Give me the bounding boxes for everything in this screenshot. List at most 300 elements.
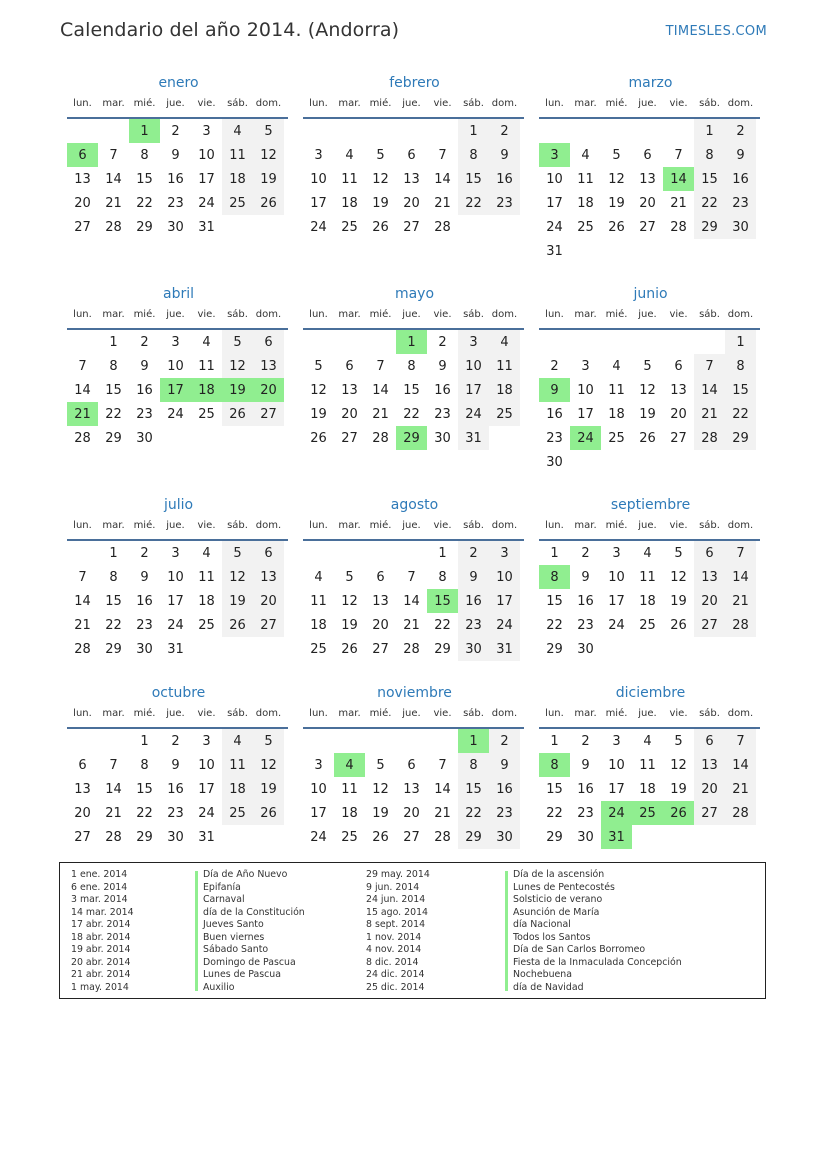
day-cell: 17 xyxy=(167,593,184,609)
day-cell: 4 xyxy=(202,545,211,561)
holiday-name: Asunción de María xyxy=(513,906,600,918)
day-cell: 6 xyxy=(674,358,683,374)
month-noviembre xyxy=(303,683,524,849)
holiday-day-cell: 21 xyxy=(67,402,98,426)
holiday-name: Todos los Santos xyxy=(513,931,591,943)
day-cell: 14 xyxy=(74,593,91,609)
weekday-label: mar. xyxy=(338,309,361,320)
day-cell: 12 xyxy=(639,382,656,398)
day-cell: 27 xyxy=(74,829,91,845)
day-cell: 12 xyxy=(670,757,687,773)
day-cell: 2 xyxy=(581,733,590,749)
holiday-date: 20 abr. 2014 xyxy=(71,956,131,968)
weekday-label: mar. xyxy=(102,520,125,531)
weekday-label: mié. xyxy=(133,98,156,109)
day-cell: 12 xyxy=(341,593,358,609)
day-cell: 21 xyxy=(694,402,725,426)
day-cell: 27 xyxy=(639,219,656,235)
day-cell: 8 xyxy=(407,358,416,374)
day-cell: 10 xyxy=(577,382,594,398)
weekday-label: mié. xyxy=(605,708,628,719)
day-cell: 11 xyxy=(222,753,253,777)
weekday-label: sáb. xyxy=(227,520,248,531)
month-abril xyxy=(67,284,288,450)
day-cell: 14 xyxy=(694,378,725,402)
weekday-label: sáb. xyxy=(463,708,484,719)
legend-bar-right xyxy=(505,871,508,991)
holiday-date: 14 mar. 2014 xyxy=(71,906,134,918)
weekday-label: mar. xyxy=(338,708,361,719)
weekday-label: lun. xyxy=(73,309,92,320)
holiday-name: Lunes de Pentecostés xyxy=(513,881,615,893)
weekday-label: mié. xyxy=(369,309,392,320)
weekday-label: dom. xyxy=(255,520,282,531)
holiday-day-cell: 1 xyxy=(396,330,427,354)
month-marzo xyxy=(539,73,760,263)
day-cell: 9 xyxy=(725,143,756,167)
day-cell: 15 xyxy=(458,777,489,801)
holiday-day-cell: 17 xyxy=(160,378,191,402)
day-cell: 11 xyxy=(198,358,215,374)
holiday-day-cell: 4 xyxy=(334,753,365,777)
day-cell: 7 xyxy=(376,358,385,374)
day-cell: 29 xyxy=(136,829,153,845)
day-cell: 30 xyxy=(577,829,594,845)
day-cell: 31 xyxy=(198,829,215,845)
holiday-date: 8 dic. 2014 xyxy=(366,956,419,968)
day-cell: 4 xyxy=(222,119,253,143)
day-grid xyxy=(67,729,288,849)
day-cell: 12 xyxy=(310,382,327,398)
day-cell: 26 xyxy=(253,191,284,215)
day-cell: 28 xyxy=(74,641,91,657)
day-cell: 5 xyxy=(253,119,284,143)
empty-cell xyxy=(334,541,365,565)
day-cell: 14 xyxy=(372,382,389,398)
day-cell: 12 xyxy=(253,753,284,777)
day-cell: 8 xyxy=(458,753,489,777)
day-cell: 21 xyxy=(105,805,122,821)
empty-cell xyxy=(396,119,427,143)
empty-cell xyxy=(663,330,694,354)
day-cell: 2 xyxy=(550,358,559,374)
day-cell: 26 xyxy=(222,613,253,637)
weekday-label: jue. xyxy=(166,520,185,531)
month-enero xyxy=(67,73,288,239)
day-cell: 23 xyxy=(489,191,520,215)
day-cell: 4 xyxy=(222,729,253,753)
month-julio xyxy=(67,495,288,661)
day-cell: 17 xyxy=(608,593,625,609)
day-cell: 31 xyxy=(198,219,215,235)
day-cell: 2 xyxy=(489,729,520,753)
day-cell: 10 xyxy=(608,757,625,773)
weekday-label: mié. xyxy=(133,708,156,719)
day-cell: 25 xyxy=(577,219,594,235)
weekday-header xyxy=(539,703,760,729)
weekday-label: mié. xyxy=(605,98,628,109)
day-cell: 28 xyxy=(725,801,756,825)
holiday-date: 1 ene. 2014 xyxy=(71,869,128,880)
day-cell: 6 xyxy=(78,757,87,773)
holiday-day-cell: 20 xyxy=(253,378,284,402)
weekday-header xyxy=(303,304,524,330)
day-cell: 15 xyxy=(403,382,420,398)
day-cell: 25 xyxy=(608,430,625,446)
day-cell: 22 xyxy=(546,617,563,633)
day-cell: 20 xyxy=(403,805,420,821)
day-cell: 5 xyxy=(674,733,683,749)
month-name: junio xyxy=(633,286,668,302)
day-cell: 24 xyxy=(489,613,520,637)
weekday-label: jue. xyxy=(402,520,421,531)
day-cell: 27 xyxy=(403,829,420,845)
holiday-date: 3 mar. 2014 xyxy=(71,894,128,905)
legend-names-right xyxy=(513,869,682,994)
holiday-name: Epifanía xyxy=(203,881,241,893)
day-cell: 28 xyxy=(434,219,451,235)
day-cell: 7 xyxy=(78,358,87,374)
weekday-label: mar. xyxy=(574,708,597,719)
day-cell: 13 xyxy=(403,781,420,797)
day-cell: 1 xyxy=(109,334,118,350)
weekday-label: dom. xyxy=(491,309,518,320)
day-cell: 2 xyxy=(140,545,149,561)
day-cell: 23 xyxy=(577,805,594,821)
day-cell: 9 xyxy=(438,358,447,374)
day-cell: 14 xyxy=(434,171,451,187)
day-cell: 4 xyxy=(643,733,652,749)
day-cell: 5 xyxy=(376,757,385,773)
day-cell: 30 xyxy=(546,454,563,470)
day-cell: 5 xyxy=(612,147,621,163)
day-cell: 26 xyxy=(310,430,327,446)
empty-cell xyxy=(303,729,334,753)
day-cell: 11 xyxy=(198,569,215,585)
month-diciembre xyxy=(539,683,760,849)
day-cell: 27 xyxy=(74,219,91,235)
day-cell: 22 xyxy=(136,805,153,821)
weekday-label: lun. xyxy=(309,309,328,320)
day-cell: 26 xyxy=(253,801,284,825)
empty-cell xyxy=(663,119,694,143)
day-cell: 1 xyxy=(438,545,447,561)
day-cell: 20 xyxy=(74,195,91,211)
holiday-date: 8 sept. 2014 xyxy=(366,919,426,930)
empty-cell xyxy=(396,541,427,565)
day-cell: 1 xyxy=(550,545,559,561)
weekday-label: dom. xyxy=(255,708,282,719)
weekday-label: sáb. xyxy=(463,98,484,109)
day-cell: 12 xyxy=(372,171,389,187)
day-cell: 14 xyxy=(725,565,756,589)
holiday-date: 24 dic. 2014 xyxy=(366,969,425,980)
day-cell: 25 xyxy=(198,406,215,422)
day-cell: 18 xyxy=(198,593,215,609)
day-cell: 25 xyxy=(639,617,656,633)
day-cell: 19 xyxy=(253,167,284,191)
day-cell: 14 xyxy=(725,753,756,777)
day-cell: 23 xyxy=(546,430,563,446)
day-cell: 16 xyxy=(577,781,594,797)
holiday-date: 6 ene. 2014 xyxy=(71,881,128,893)
holiday-name: Día de San Carlos Borromeo xyxy=(513,944,646,955)
day-cell: 22 xyxy=(434,617,451,633)
day-cell: 1 xyxy=(109,545,118,561)
day-cell: 13 xyxy=(372,593,389,609)
day-cell: 16 xyxy=(577,593,594,609)
day-cell: 14 xyxy=(74,382,91,398)
month-name: octubre xyxy=(151,685,206,701)
weekday-label: mié. xyxy=(605,309,628,320)
weekday-label: lun. xyxy=(309,98,328,109)
month-name: noviembre xyxy=(377,685,452,701)
day-cell: 10 xyxy=(608,569,625,585)
day-cell: 13 xyxy=(253,565,284,589)
day-cell: 9 xyxy=(171,757,180,773)
weekday-label: sáb. xyxy=(699,98,720,109)
day-cell: 26 xyxy=(372,219,389,235)
day-cell: 13 xyxy=(670,382,687,398)
day-cell: 16 xyxy=(489,167,520,191)
holiday-date: 1 nov. 2014 xyxy=(366,931,422,943)
day-cell: 7 xyxy=(438,757,447,773)
weekday-label: vie. xyxy=(669,520,688,531)
empty-cell xyxy=(334,729,365,753)
day-cell: 18 xyxy=(577,195,594,211)
day-cell: 18 xyxy=(310,617,327,633)
weekday-label: dom. xyxy=(727,520,754,531)
empty-cell xyxy=(365,119,396,143)
day-cell: 22 xyxy=(694,191,725,215)
empty-cell xyxy=(67,541,98,565)
day-cell: 25 xyxy=(222,191,253,215)
holiday-name: Solsticio de verano xyxy=(513,894,603,905)
weekday-label: jue. xyxy=(166,309,185,320)
day-cell: 7 xyxy=(109,757,118,773)
holiday-day-cell: 14 xyxy=(663,167,694,191)
weekday-label: mié. xyxy=(605,520,628,531)
month-mayo xyxy=(303,284,524,450)
month-febrero xyxy=(303,73,524,239)
day-cell: 4 xyxy=(581,147,590,163)
weekday-label: dom. xyxy=(727,309,754,320)
empty-cell xyxy=(632,119,663,143)
holiday-day-cell: 24 xyxy=(601,801,632,825)
day-cell: 29 xyxy=(694,215,725,239)
day-cell: 3 xyxy=(202,733,211,749)
day-cell: 4 xyxy=(202,334,211,350)
day-cell: 2 xyxy=(438,334,447,350)
day-cell: 17 xyxy=(310,195,327,211)
day-cell: 14 xyxy=(105,781,122,797)
day-cell: 1 xyxy=(458,119,489,143)
day-cell: 7 xyxy=(694,354,725,378)
day-cell: 10 xyxy=(198,757,215,773)
day-cell: 5 xyxy=(643,358,652,374)
day-cell: 16 xyxy=(489,777,520,801)
day-cell: 26 xyxy=(639,430,656,446)
empty-cell xyxy=(396,729,427,753)
day-cell: 6 xyxy=(694,541,725,565)
day-grid xyxy=(539,541,760,661)
holiday-date: 29 may. 2014 xyxy=(366,869,430,880)
holiday-name: día de Navidad xyxy=(513,981,584,993)
brand-link[interactable]: TIMESLES.COM xyxy=(665,24,767,39)
day-cell: 19 xyxy=(670,781,687,797)
day-cell: 15 xyxy=(725,378,756,402)
day-cell: 15 xyxy=(105,382,122,398)
day-cell: 30 xyxy=(458,637,489,661)
day-cell: 16 xyxy=(136,593,153,609)
day-cell: 28 xyxy=(670,219,687,235)
weekday-label: vie. xyxy=(197,520,216,531)
day-cell: 27 xyxy=(253,402,284,426)
day-cell: 21 xyxy=(670,195,687,211)
day-grid xyxy=(303,119,524,239)
day-grid xyxy=(539,330,760,474)
day-cell: 3 xyxy=(314,147,323,163)
day-cell: 29 xyxy=(434,641,451,657)
weekday-label: dom. xyxy=(727,708,754,719)
day-cell: 27 xyxy=(403,219,420,235)
day-cell: 18 xyxy=(341,195,358,211)
day-cell: 13 xyxy=(74,781,91,797)
day-cell: 8 xyxy=(694,143,725,167)
day-cell: 1 xyxy=(550,733,559,749)
weekday-header xyxy=(303,93,524,119)
day-cell: 23 xyxy=(167,805,184,821)
day-cell: 18 xyxy=(222,167,253,191)
day-cell: 25 xyxy=(489,402,520,426)
holiday-name: Lunes de Pascua xyxy=(203,969,281,980)
day-cell: 20 xyxy=(694,589,725,613)
month-septiembre xyxy=(539,495,760,661)
empty-cell xyxy=(67,729,98,753)
day-cell: 5 xyxy=(253,729,284,753)
month-name: septiembre xyxy=(610,497,691,513)
day-cell: 13 xyxy=(403,171,420,187)
day-cell: 27 xyxy=(694,801,725,825)
weekday-label: mié. xyxy=(369,520,392,531)
day-cell: 14 xyxy=(403,593,420,609)
day-cell: 25 xyxy=(310,641,327,657)
day-cell: 7 xyxy=(725,729,756,753)
weekday-header xyxy=(67,703,288,729)
weekday-label: mar. xyxy=(338,520,361,531)
holiday-name: Auxilio xyxy=(203,981,235,993)
holiday-name: Domingo de Pascua xyxy=(203,956,296,968)
day-cell: 10 xyxy=(167,358,184,374)
weekday-label: jue. xyxy=(638,98,657,109)
weekday-label: mar. xyxy=(102,309,125,320)
day-cell: 26 xyxy=(372,829,389,845)
month-name: agosto xyxy=(390,497,439,513)
day-cell: 10 xyxy=(458,354,489,378)
day-cell: 26 xyxy=(341,641,358,657)
day-cell: 30 xyxy=(434,430,451,446)
day-cell: 15 xyxy=(136,781,153,797)
empty-cell xyxy=(98,119,129,143)
weekday-label: dom. xyxy=(491,520,518,531)
holiday-day-cell: 29 xyxy=(396,426,427,450)
day-cell: 16 xyxy=(136,382,153,398)
day-cell: 20 xyxy=(694,777,725,801)
holiday-name: Buen viernes xyxy=(203,931,265,943)
day-cell: 7 xyxy=(674,147,683,163)
legend-dates-right xyxy=(366,869,430,994)
day-cell: 29 xyxy=(105,641,122,657)
day-cell: 11 xyxy=(639,569,656,585)
weekday-label: dom. xyxy=(255,309,282,320)
holiday-name: Fiesta de la Inmaculada Concepción xyxy=(513,956,682,968)
day-cell: 12 xyxy=(222,565,253,589)
weekday-label: vie. xyxy=(433,708,452,719)
holiday-day-cell: 9 xyxy=(539,378,570,402)
day-cell: 27 xyxy=(694,613,725,637)
day-cell: 3 xyxy=(458,330,489,354)
day-cell: 19 xyxy=(372,805,389,821)
day-cell: 23 xyxy=(489,801,520,825)
empty-cell xyxy=(303,119,334,143)
day-cell: 29 xyxy=(725,426,756,450)
day-cell: 15 xyxy=(458,167,489,191)
day-grid xyxy=(303,330,524,450)
weekday-label: sáb. xyxy=(699,708,720,719)
day-grid xyxy=(539,119,760,263)
day-cell: 12 xyxy=(608,171,625,187)
day-cell: 7 xyxy=(725,541,756,565)
holiday-name: Día de Año Nuevo xyxy=(203,869,288,880)
holiday-date: 24 jun. 2014 xyxy=(366,894,426,905)
day-cell: 5 xyxy=(674,545,683,561)
day-cell: 1 xyxy=(694,119,725,143)
day-cell: 25 xyxy=(341,219,358,235)
day-cell: 23 xyxy=(136,617,153,633)
weekday-label: vie. xyxy=(669,708,688,719)
day-cell: 5 xyxy=(222,541,253,565)
empty-cell xyxy=(539,119,570,143)
holiday-day-cell: 24 xyxy=(570,426,601,450)
holiday-day-cell: 3 xyxy=(539,143,570,167)
day-cell: 29 xyxy=(458,825,489,849)
weekday-label: sáb. xyxy=(463,309,484,320)
day-cell: 16 xyxy=(546,406,563,422)
day-cell: 31 xyxy=(167,641,184,657)
holiday-day-cell: 1 xyxy=(129,119,160,143)
day-cell: 13 xyxy=(253,354,284,378)
holiday-day-cell: 8 xyxy=(539,753,570,777)
weekday-label: sáb. xyxy=(699,520,720,531)
day-cell: 22 xyxy=(136,195,153,211)
day-cell: 17 xyxy=(198,781,215,797)
day-cell: 18 xyxy=(608,406,625,422)
weekday-label: lun. xyxy=(309,708,328,719)
day-cell: 11 xyxy=(608,382,625,398)
weekday-label: dom. xyxy=(491,98,518,109)
day-cell: 20 xyxy=(639,195,656,211)
legend-dates-left xyxy=(71,869,134,994)
day-cell: 9 xyxy=(458,565,489,589)
day-grid xyxy=(67,330,288,450)
day-cell: 22 xyxy=(105,617,122,633)
day-cell: 22 xyxy=(725,402,756,426)
day-cell: 27 xyxy=(341,430,358,446)
day-cell: 14 xyxy=(105,171,122,187)
month-name: marzo xyxy=(628,75,673,91)
month-octubre xyxy=(67,683,288,849)
day-cell: 23 xyxy=(434,406,451,422)
